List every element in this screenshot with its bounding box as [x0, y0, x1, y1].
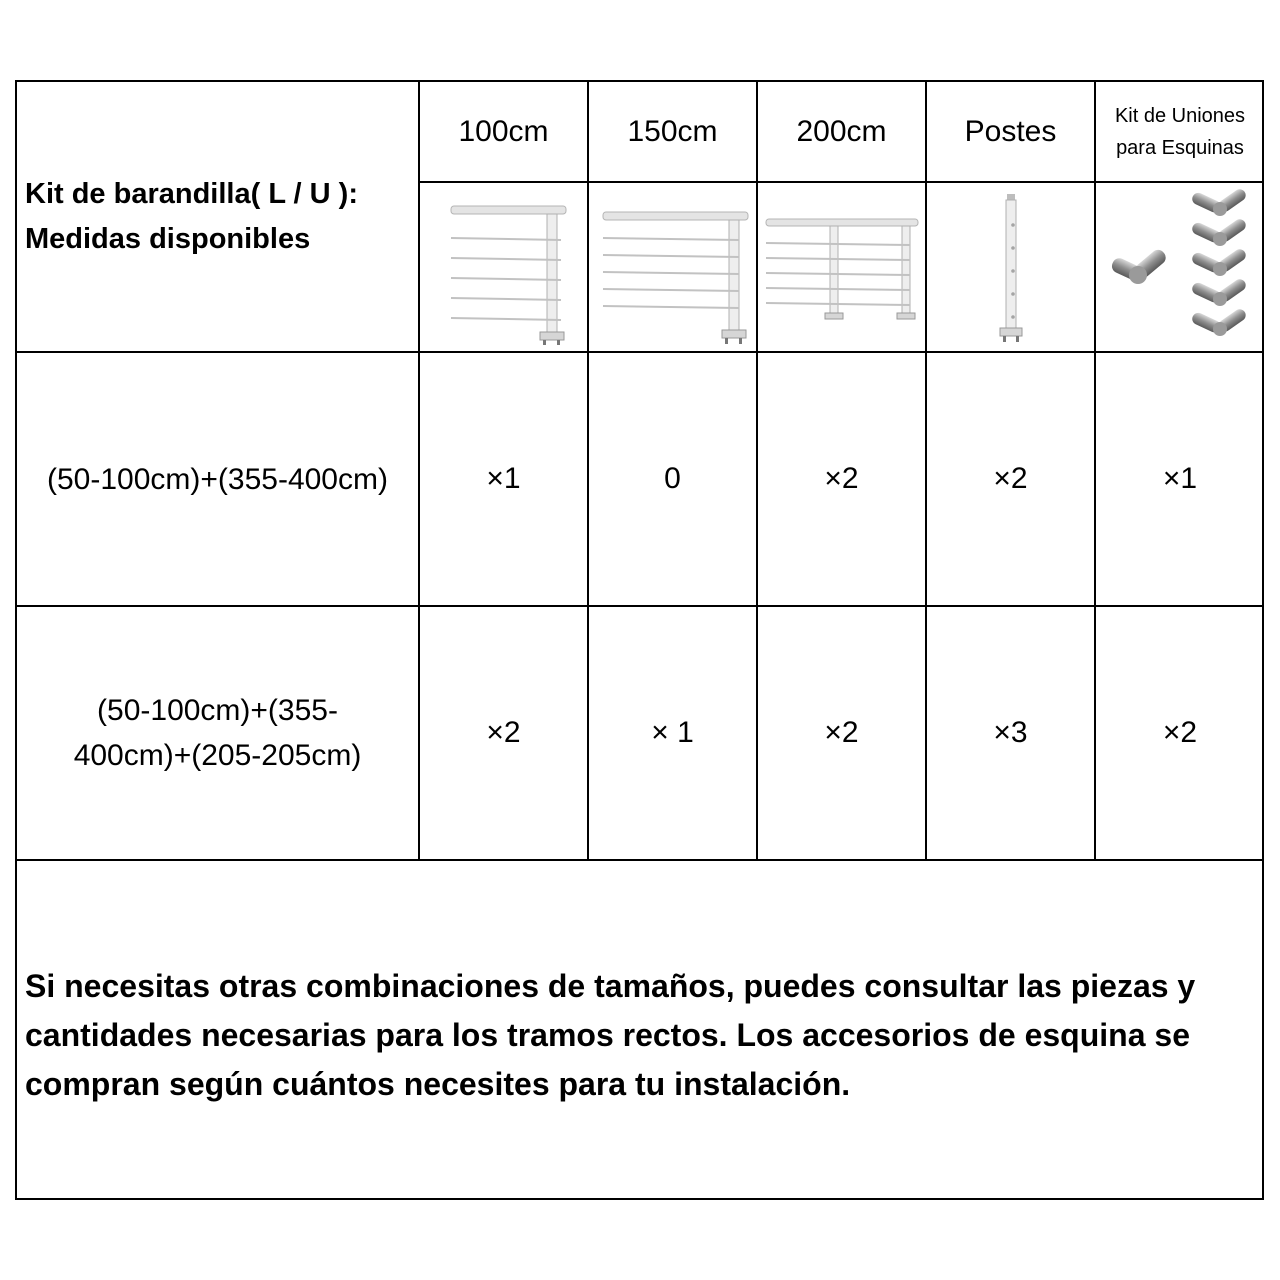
column-header-200cm: 200cm	[796, 114, 887, 148]
row-2-label	[17, 607, 418, 859]
combinations-note	[25, 962, 1255, 1109]
railing-150cm-image	[589, 183, 756, 351]
row-2-qty-150cm: × 1	[651, 716, 694, 749]
corner-kit-label-line2: para Esquinas	[1116, 136, 1244, 159]
corner-kit-label-line1: Kit de Uniones	[1114, 104, 1246, 127]
note-line3: compran según cuántos necesites para tu instalación.	[25, 1066, 851, 1102]
row-1-label	[17, 353, 418, 605]
row-2-label-line2: 400cm)+(205-205cm)	[73, 739, 362, 772]
row-2-qty-postes: ×3	[993, 716, 1028, 749]
column-header-100cm: 100cm	[458, 114, 549, 148]
note-line2: cantidades necesarias para los tramos rectos. Los accesorios de esquina se	[25, 1017, 1190, 1053]
table-title-line2: Medidas disponibles	[25, 223, 311, 255]
note-line1: Si necesitas otras combinaciones de tamaños, puedes consultar las piezas y	[25, 968, 1196, 1004]
row-2-qty-100cm: ×2	[486, 716, 521, 749]
row-divider-3	[17, 859, 1264, 861]
railing-200cm-image	[758, 183, 925, 351]
table-title	[25, 172, 358, 262]
row-1-qty-150cm: 0	[664, 462, 681, 495]
row-1-label-line1: (50-100cm)+(355-400cm)	[47, 462, 388, 496]
table-title-line1: Kit de barandilla( L / U ):	[25, 178, 358, 210]
row-2-qty-corner-kit: ×2	[1162, 716, 1198, 749]
post-image	[927, 183, 1094, 351]
row-1-qty-corner-kit: ×1	[1162, 462, 1198, 495]
column-header-150cm: 150cm	[627, 114, 718, 148]
railing-kit-table	[15, 80, 1264, 1200]
row-1-qty-postes: ×2	[993, 462, 1028, 495]
railing-100cm-image	[420, 183, 587, 351]
row-1-qty-200cm: ×2	[824, 462, 859, 495]
corner-joint-kit-image	[1096, 183, 1264, 351]
column-header-postes: Postes	[964, 114, 1057, 148]
row-2-qty-200cm: ×2	[824, 716, 859, 749]
row-1-qty-100cm: ×1	[486, 462, 521, 495]
row-2-label-line1: (50-100cm)+(355-	[97, 694, 338, 727]
column-header-corner-kit	[1096, 82, 1264, 181]
